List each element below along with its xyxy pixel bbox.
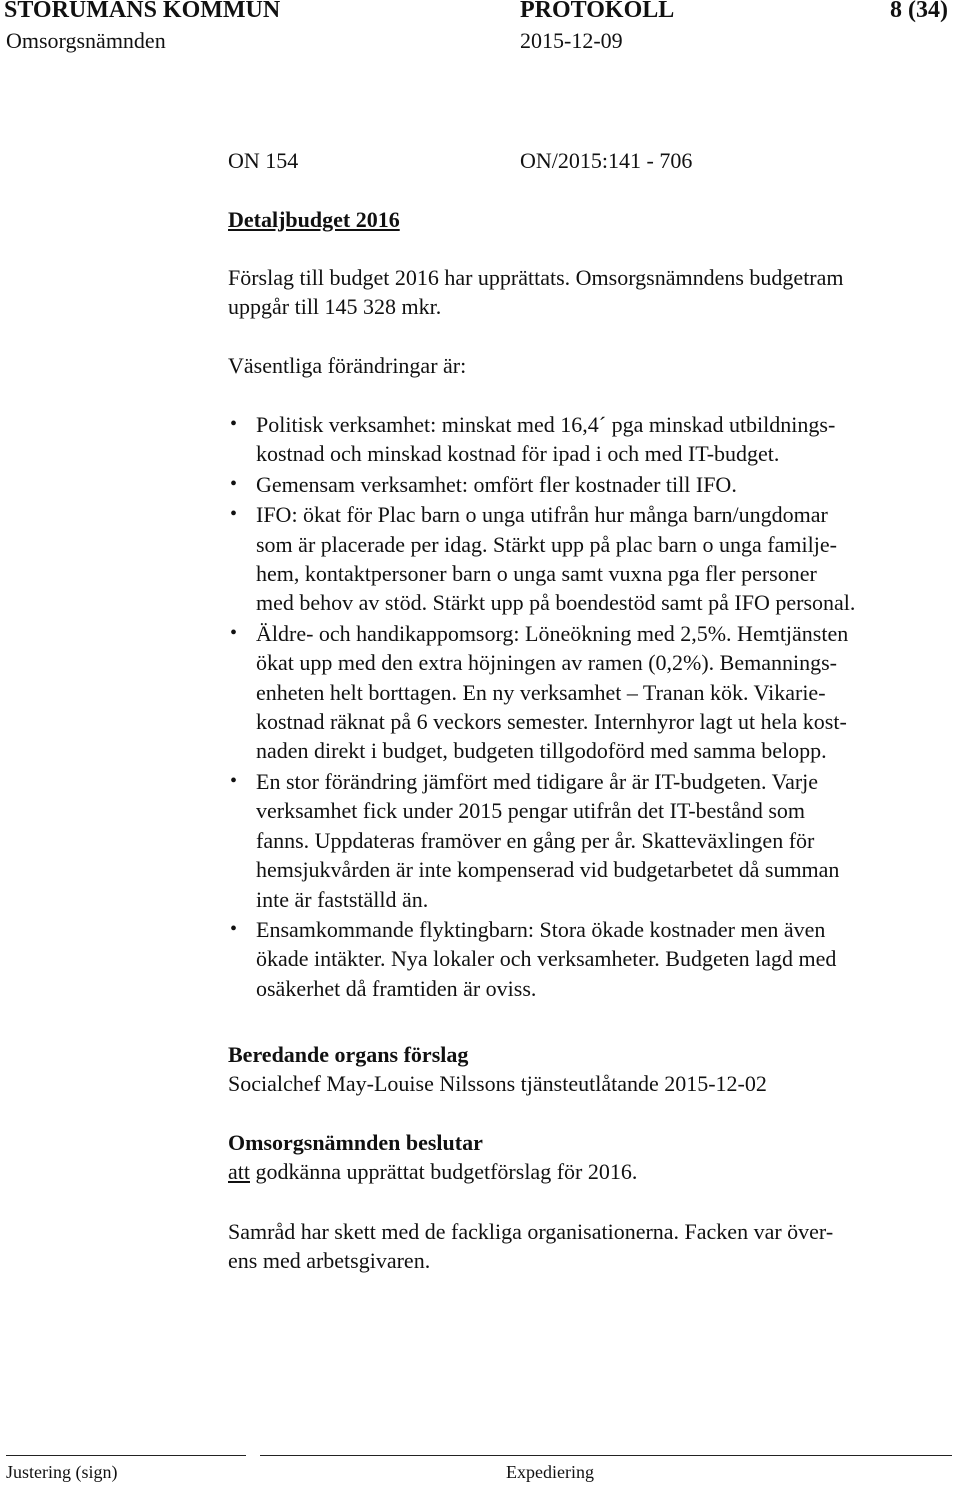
document-type: PROTOKOLL <box>520 0 675 23</box>
list-item-line: enheten helt borttagen. En ny verksamhet – Tranan kök. Vikarie- <box>256 679 826 705</box>
list-item <box>228 410 953 469</box>
bullet-marker: • <box>230 769 238 792</box>
list-item-line: ökat upp med den extra höjningen av ramen (0,2%). Bemannings- <box>256 650 838 676</box>
list-item <box>228 767 953 914</box>
list-item-line: fanns. Uppdateras framöver en gång per år. Skatteväxlingen för <box>256 827 815 853</box>
committee-name: Omsorgsnämnden <box>6 28 166 53</box>
organisation-name: STORUMANS KOMMUN <box>4 0 281 23</box>
list-item-line: naden direkt i budget, budgeten tillgodoförd med samma belopp. <box>256 738 827 764</box>
page-number: 8 (34) <box>890 0 948 23</box>
list-item-line: som är placerade per idag. Stärkt upp på plac barn o unga familje- <box>256 531 837 557</box>
changes-heading: Väsentliga förändringar är: <box>228 353 467 378</box>
list-item-line: kostnad räknat på 6 veckors semester. Internhyror lagt ut hela kost- <box>256 709 847 735</box>
list-item <box>228 470 953 499</box>
case-title: Detaljbudget 2016 <box>228 207 400 232</box>
list-item-line: med behov av stöd. Stärkt upp på boendestöd samt på IFO personal. <box>256 590 856 616</box>
list-item-line: Ensamkommande flyktingbarn: Stora ökade kostnader men även <box>256 916 826 942</box>
bullet-marker: • <box>230 621 238 644</box>
list-item <box>228 500 953 618</box>
list-item-line: En stor förändring jämfört med tidigare år är IT-budgeten. Varje <box>256 768 819 794</box>
preparatory-text: Socialchef May-Louise Nilssons tjänsteutlåtande 2015-12-02 <box>228 1071 767 1096</box>
list-item-line: inte är fastställd än. <box>256 886 429 912</box>
bullet-marker: • <box>230 917 238 940</box>
list-item <box>228 619 953 766</box>
footer-divider-left <box>6 1455 246 1456</box>
list-item-line: IFO: ökat för Plac barn o unga utifrån hur många barn/ungdomar <box>256 502 828 528</box>
list-item <box>228 915 953 1003</box>
list-item-line: Politisk verksamhet: minskat med 16,4´ pga minskad utbildnings- <box>256 412 836 437</box>
list-item-line: osäkerhet då framtiden är oviss. <box>256 975 537 1001</box>
decision-heading: Omsorgsnämnden beslutar <box>228 1130 483 1155</box>
bullet-marker: • <box>230 472 238 495</box>
bullet-marker: • <box>230 503 238 526</box>
footer-justering: Justering (sign) <box>6 1462 118 1482</box>
decision-text <box>228 1157 637 1186</box>
list-item-line: hem, kontaktpersoner barn o unga samt vuxna pga fler personer <box>256 561 817 587</box>
list-item-line: Gemensam verksamhet: omfört fler kostnader till IFO. <box>256 471 737 497</box>
intro-line-2: uppgår till 145 328 mkr. <box>228 294 442 319</box>
decision-body: godkänna upprättat budgetförslag för 2016. <box>250 1159 638 1184</box>
intro-line-1: Förslag till budget 2016 har upprättats. Omsorgsnämndens budgetram <box>228 265 844 290</box>
list-item-line: Äldre- och handikappomsorg: Löneökning med 2,5%. Hemtjänsten <box>256 620 849 646</box>
list-item-line: verksamhet fick under 2015 pengar utifrån det IT-bestånd som <box>256 798 806 824</box>
list-item-line: kostnad och minskad kostnad för ipad i och med IT-budget. <box>256 441 780 467</box>
footer-divider-right <box>260 1455 952 1456</box>
preparatory-heading: Beredande organs förslag <box>228 1042 469 1067</box>
case-reference: ON/2015:141 - 706 <box>520 148 693 173</box>
list-item-line: ökade intäkter. Nya lokaler och verksamheter. Budgeten lagd med <box>256 946 837 972</box>
consultation-line-2: ens med arbetsgivaren. <box>228 1248 431 1273</box>
consultation-line-1: Samråd har skett med de fackliga organisationerna. Facken var över- <box>228 1219 834 1244</box>
case-number: ON 154 <box>228 148 299 173</box>
att-keyword: att <box>228 1159 250 1184</box>
meeting-date: 2015-12-09 <box>520 28 623 53</box>
bullet-marker: • <box>230 413 238 435</box>
changes-list <box>228 410 953 1004</box>
list-item-line: hemsjukvården är inte kompenserad vid budgetarbetet då summan <box>256 857 840 883</box>
footer-expediering: Expediering <box>506 1462 594 1482</box>
